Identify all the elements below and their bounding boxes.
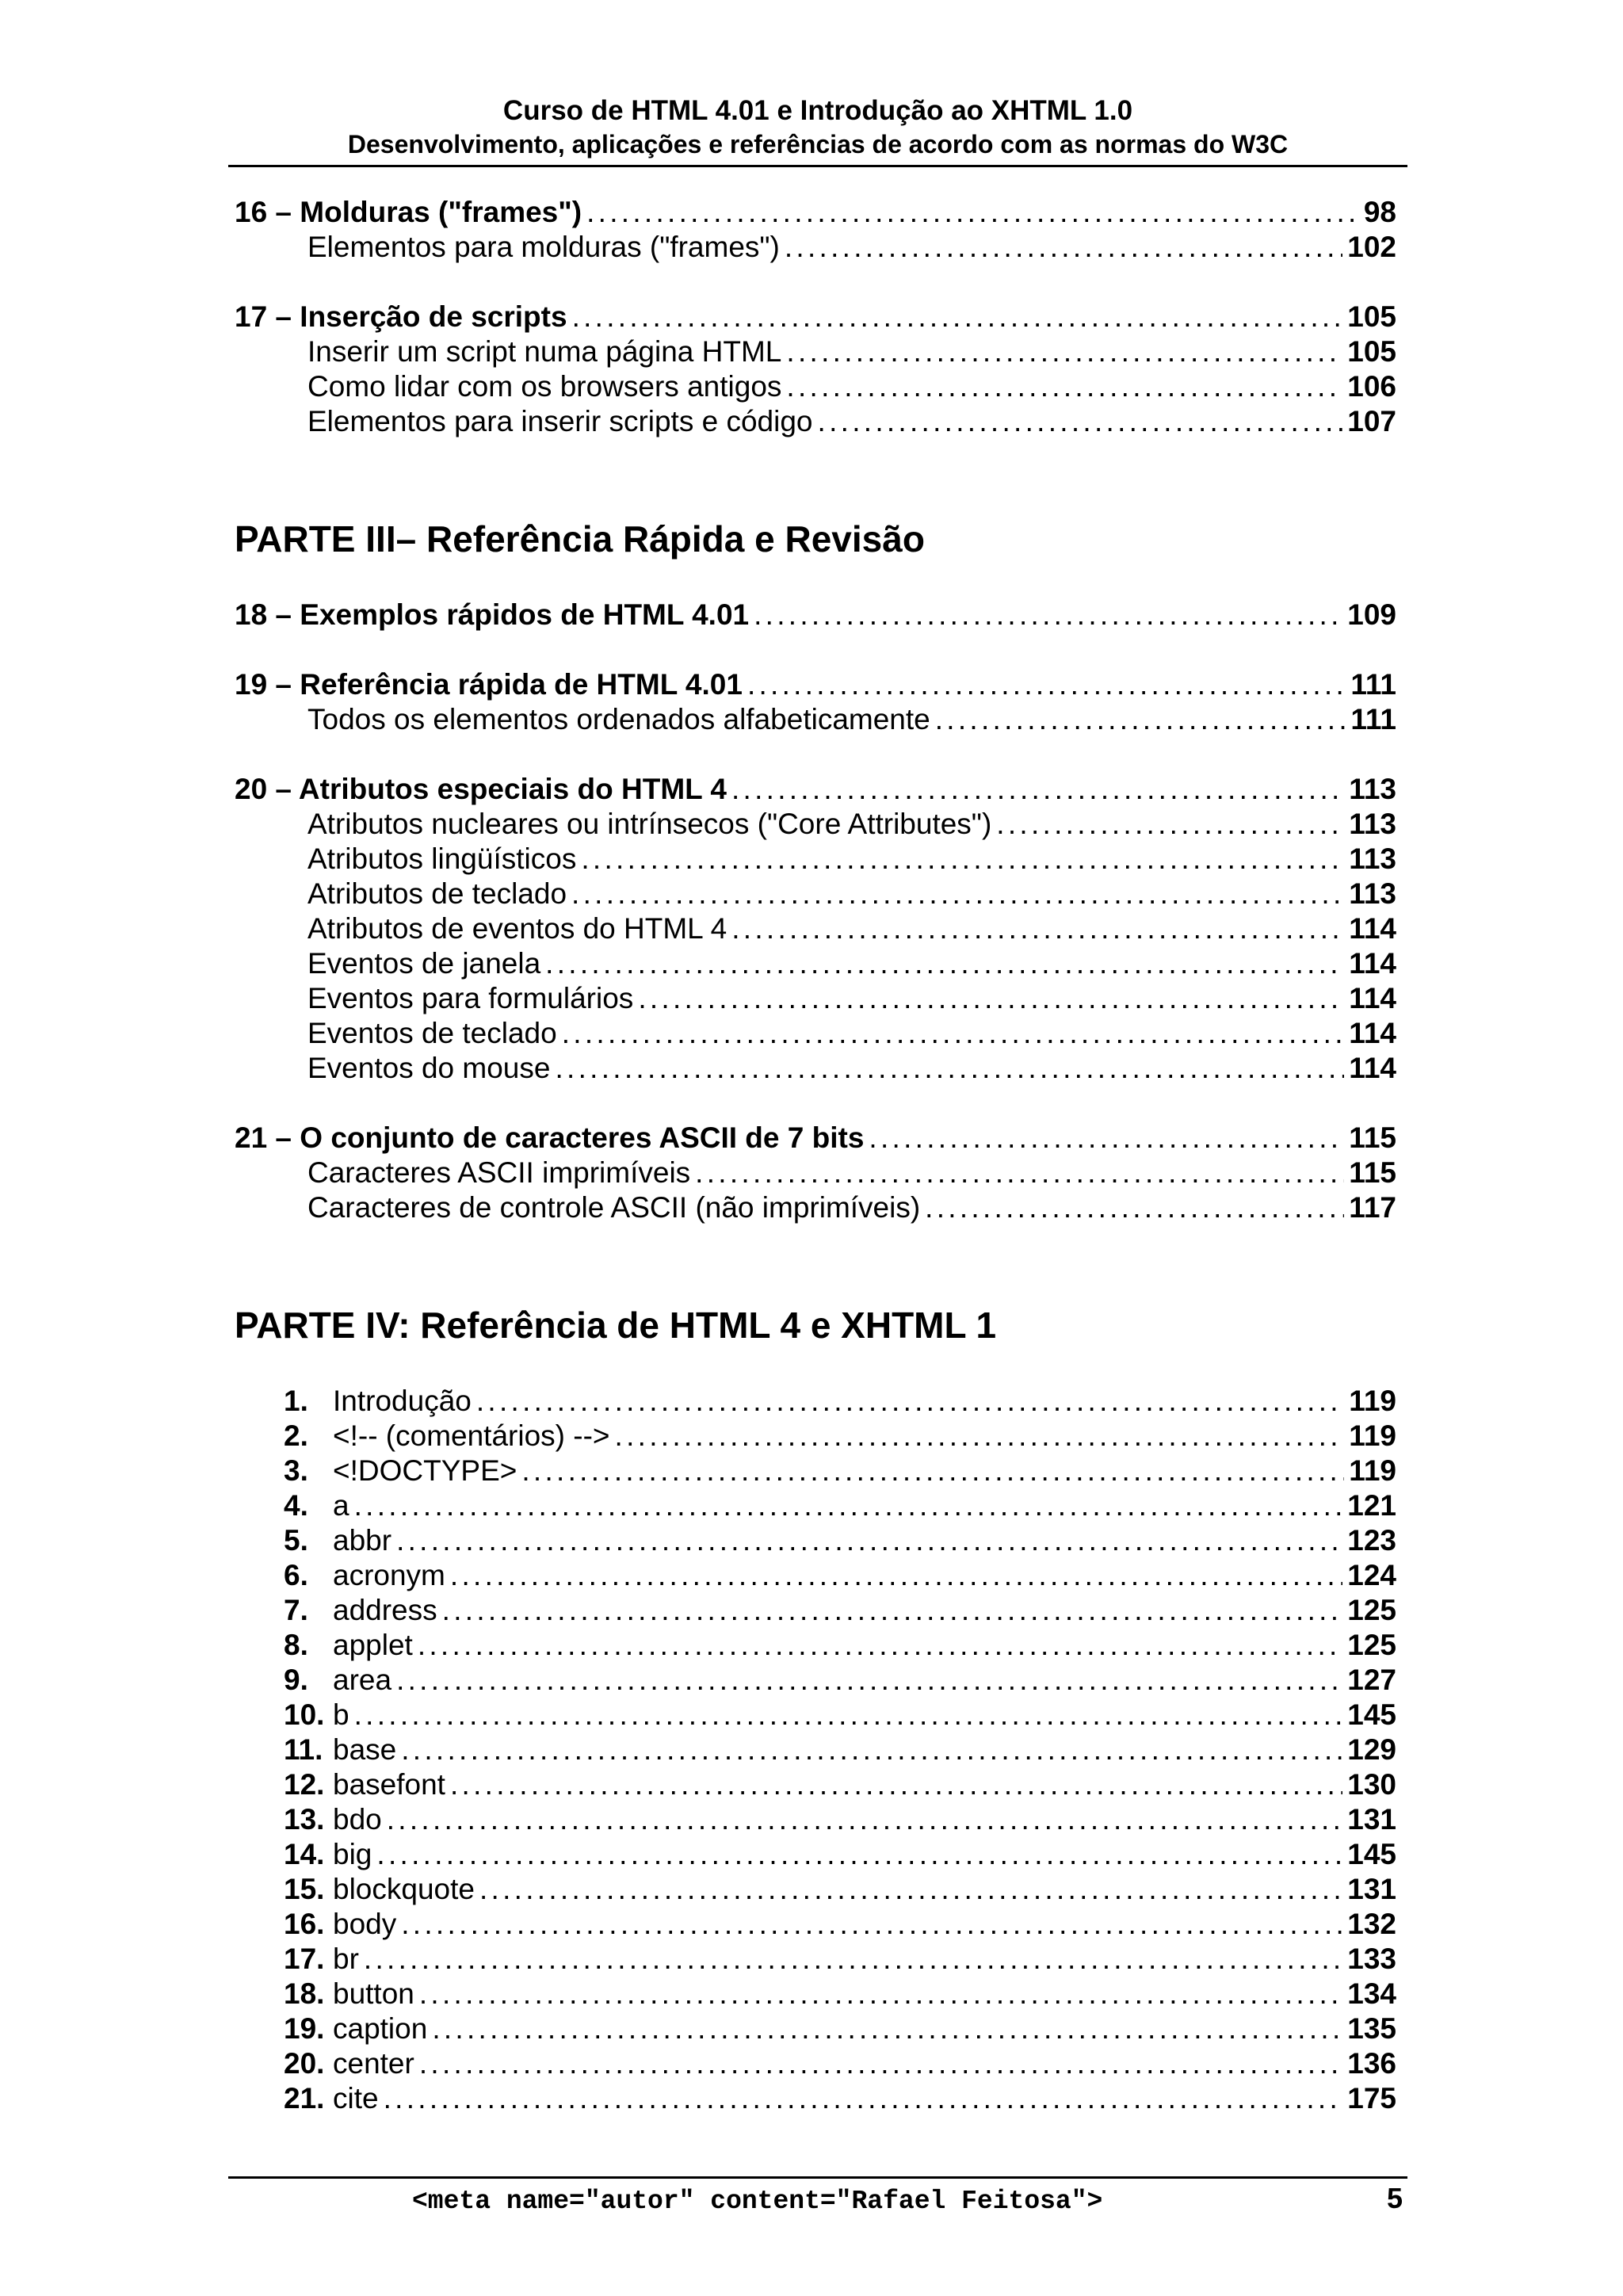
- toc-element: 16. body . . . 132: [284, 1907, 1396, 1942]
- toc-element: 2. <!-- (comentários) --> . . . 119: [284, 1419, 1396, 1454]
- toc-entry: Atributos lingüísticos . . . 113: [307, 842, 1396, 877]
- toc-element: 5. abbr . . . 123: [284, 1523, 1396, 1558]
- toc-entry: Todos os elementos ordenados alfabeticamente . . . 111: [307, 702, 1396, 737]
- toc-entry: Atributos de eventos do HTML 4 . . . 114: [307, 911, 1396, 946]
- toc-element: 18. button . . . 134: [284, 1977, 1396, 2011]
- running-header: [228, 94, 1407, 160]
- toc-element: 21. cite . . . 175: [284, 2081, 1396, 2116]
- toc-entry: Inserir um script numa página HTML . . . 105: [307, 334, 1396, 369]
- footer-meta-tag: <meta name="autor" content="Rafael Feitosa">: [412, 2187, 1103, 2216]
- header-title: Curso de HTML 4.01 e Introdução ao XHTML 1.0: [502, 95, 1133, 126]
- toc-element: 8. applet . . . 125: [284, 1628, 1396, 1663]
- toc-entry: Eventos de teclado . . . 114: [307, 1016, 1396, 1051]
- toc-element: 15. blockquote . . . 131: [284, 1872, 1396, 1907]
- toc-entry: Caracteres de controle ASCII (não imprimíveis) . . . 117: [307, 1190, 1396, 1225]
- toc-chapter-20: 20 – Atributos especiais do HTML 4 . . . 113: [235, 772, 1396, 807]
- part-heading-iii: PARTE III– Referência Rápida e Revisão: [235, 518, 925, 560]
- page-number: 5: [1386, 2182, 1403, 2214]
- toc-chapter-21: 21 – O conjunto de caracteres ASCII de 7 bits . . . 115: [235, 1121, 1396, 1156]
- toc-entry: Atributos nucleares ou intrínsecos ("Core Attributes") . . . 113: [307, 807, 1396, 842]
- toc-element: 14. big . . . 145: [284, 1837, 1396, 1872]
- toc-element: 4. a . . . 121: [284, 1488, 1396, 1523]
- toc-element: 9. area . . . 127: [284, 1663, 1396, 1698]
- toc-element: 17. br . . . 133: [284, 1942, 1396, 1977]
- toc-chapter-18: 18 – Exemplos rápidos de HTML 4.01 . . . 109: [235, 598, 1396, 632]
- part-heading-iv: PARTE IV: Referência de HTML 4 e XHTML 1: [235, 1305, 997, 1346]
- toc-element: 10. b . . . 145: [284, 1698, 1396, 1733]
- toc-entry: Elementos para inserir scripts e código . . . 107: [307, 404, 1396, 439]
- toc-element: 7. address . . . 125: [284, 1593, 1396, 1628]
- toc-chapter-19: 19 – Referência rápida de HTML 4.01 . . . 111: [235, 667, 1396, 702]
- toc-element: 20. center . . . 136: [284, 2046, 1396, 2081]
- toc-element: 3. <!DOCTYPE> . . . 119: [284, 1454, 1396, 1488]
- toc-element: 12. basefont . . . 130: [284, 1767, 1396, 1802]
- toc-element: 13. bdo . . . 131: [284, 1802, 1396, 1837]
- toc-entry: Eventos para formulários . . . 114: [307, 981, 1396, 1016]
- toc-element: 19. caption . . . 135: [284, 2011, 1396, 2046]
- footer-divider: [228, 2176, 1407, 2179]
- toc-element: 1. Introdução . . . 119: [284, 1384, 1396, 1419]
- toc-entry: Como lidar com os browsers antigos . . . 106: [307, 369, 1396, 404]
- toc-entry: Caracteres ASCII imprimíveis . . . 115: [307, 1156, 1396, 1190]
- header-subtitle: Desenvolvimento, aplicações e referências de acordo com as normas do W3C: [347, 130, 1289, 159]
- toc-entry: Eventos de janela . . . 114: [307, 946, 1396, 981]
- toc-entry: Atributos de teclado . . . 113: [307, 877, 1396, 911]
- toc-chapter-16: 16 – Molduras ("frames") . . . 98: [235, 195, 1396, 230]
- toc-element: 11. base . . . 129: [284, 1733, 1396, 1767]
- toc-entry: Eventos do mouse . . . 114: [307, 1051, 1396, 1086]
- header-divider: [228, 165, 1407, 167]
- toc-entry: Elementos para molduras ("frames") . . . 102: [307, 230, 1396, 265]
- toc-chapter-17: 17 – Inserção de scripts . . . 105: [235, 300, 1396, 334]
- toc-element: 6. acronym . . . 124: [284, 1558, 1396, 1593]
